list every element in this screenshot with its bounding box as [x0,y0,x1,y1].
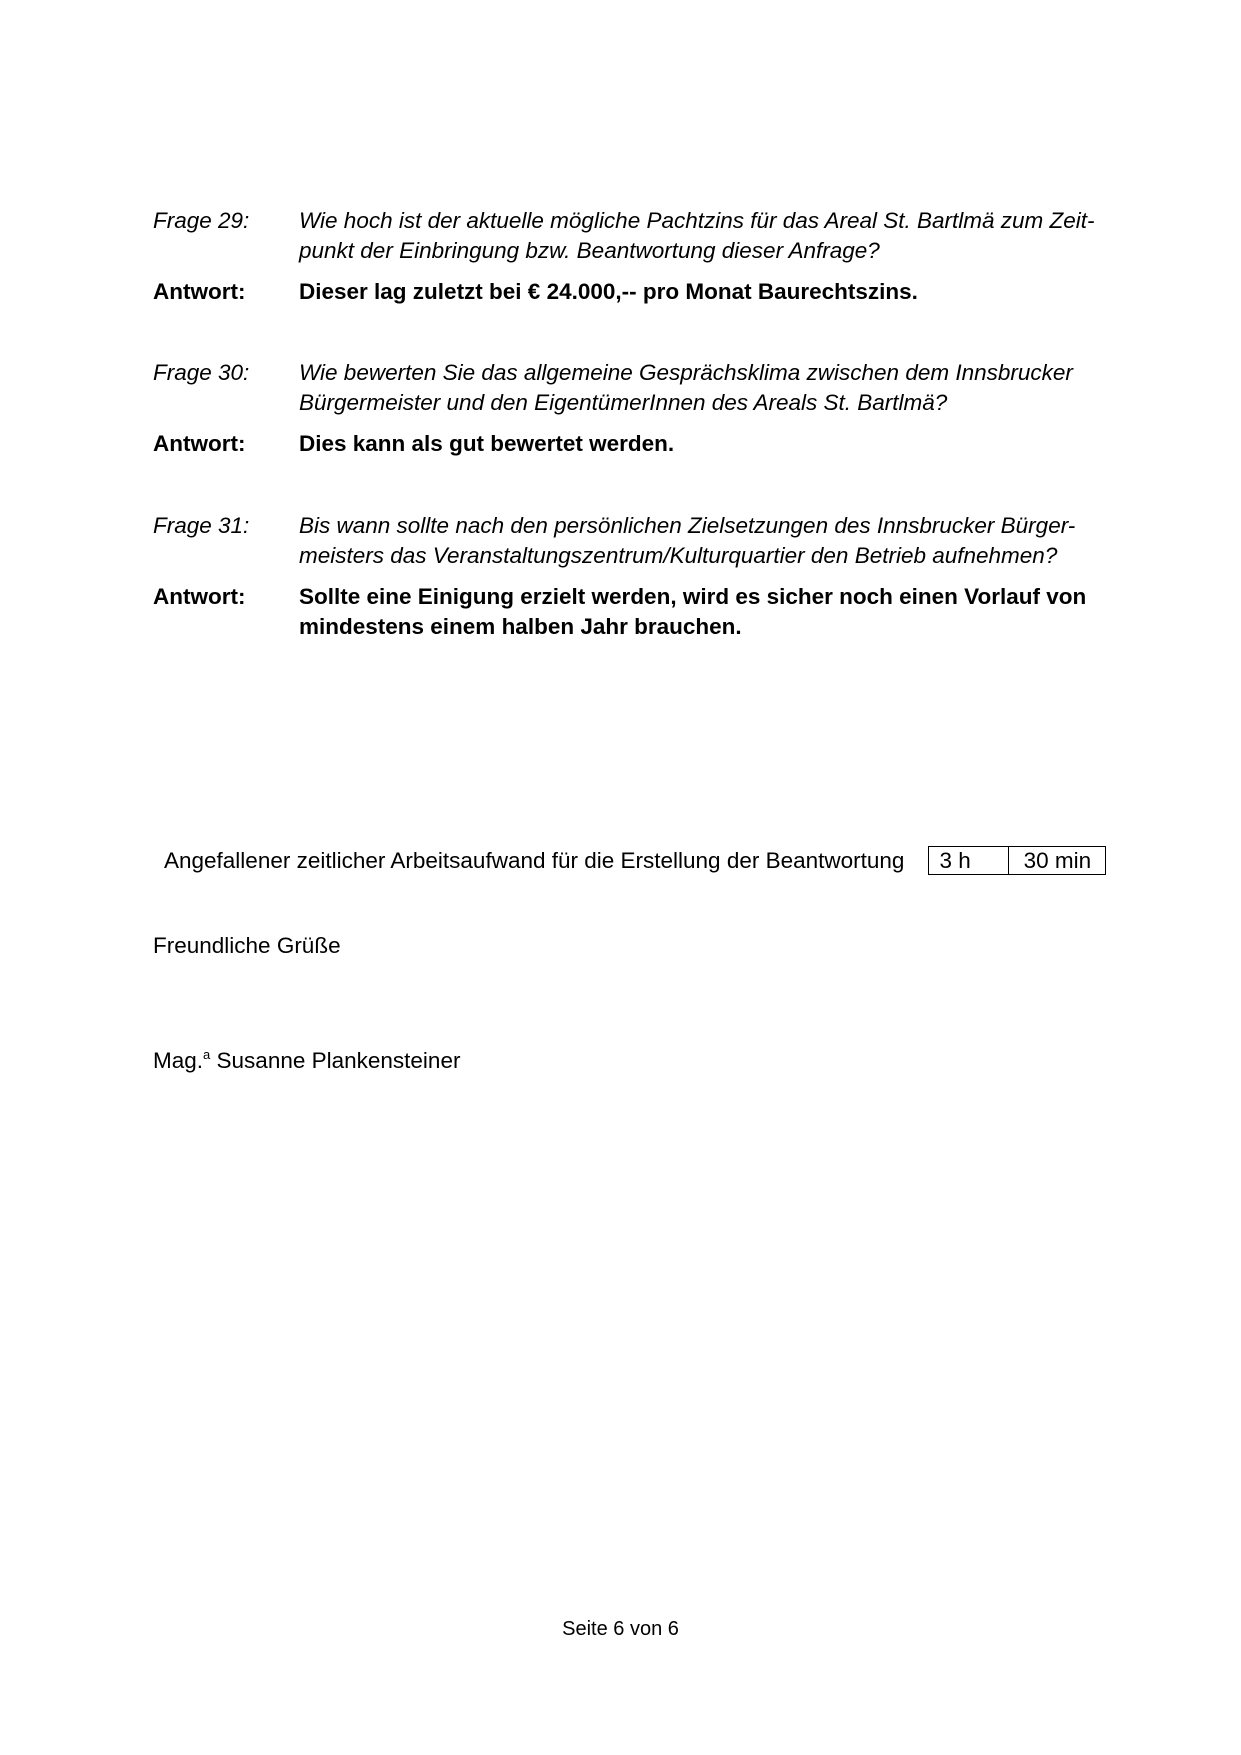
question-line: meisters das Veranstaltungszentrum/Kulturquartier den Betrieb aufnehmen? [299,543,1058,568]
answer-row [153,277,1113,307]
qa-block-30 [153,358,1113,459]
question-row [153,206,1113,266]
answer-text [299,429,1113,459]
answer-row [153,429,1113,459]
effort-hours: 3 h [929,847,1009,874]
page-number: Seite 6 von 6 [562,1618,679,1640]
effort-minutes: 30 min [1023,848,1092,873]
answer-label: Antwort: [153,279,246,304]
qa-block-29 [153,206,1113,307]
signature-title: Mag. [153,1048,204,1073]
answer-row [153,582,1113,642]
question-row [153,511,1113,571]
closing-greeting: Freundliche Grüße [153,933,341,958]
question-label: Frage 30: [153,360,250,385]
qa-block-31 [153,511,1113,642]
answer-text [299,582,1113,642]
question-line: punkt der Einbringung bzw. Beantwortung dieser Anfrage? [299,238,880,263]
answer-line: Dies kann als gut bewertet werden. [299,431,675,456]
question-row [153,358,1113,418]
signature-person: Susanne Plankensteiner [216,1048,461,1073]
answer-text [299,277,1113,307]
question-line: Bürgermeister und den EigentümerInnen des Areals St. Bartlmä? [299,390,948,415]
question-line: Bis wann sollte nach den persönlichen Zielsetzungen des Innsbrucker Bürger- [299,513,1076,538]
answer-label: Antwort: [153,584,246,609]
question-text [299,206,1113,266]
question-line: Wie bewerten Sie das allgemeine Gesprächsklima zwischen dem Innsbrucker [299,360,1073,385]
answer-line: Dieser lag zuletzt bei € 24.000,-- pro Monat Baurechtszins. [299,279,918,304]
question-label: Frage 29: [153,208,250,233]
question-text [299,511,1113,571]
answer-line: mindestens einem halben Jahr brauchen. [299,614,742,639]
signature-title-sup: a [203,1047,211,1062]
answer-label: Antwort: [153,431,246,456]
effort-summary [164,846,1106,875]
effort-label: Angefallener zeitlicher Arbeitsaufwand für die Erstellung der Beantwortung [164,847,905,873]
question-text [299,358,1113,418]
signature-name [153,1040,460,1076]
answer-line: Sollte eine Einigung erzielt werden, wird es sicher noch einen Vorlauf von [299,584,1087,609]
effort-table [928,846,1106,875]
question-line: Wie hoch ist der aktuelle mögliche Pachtzins für das Areal St. Bartlmä zum Zeit- [299,208,1095,233]
question-label: Frage 31: [153,513,250,538]
